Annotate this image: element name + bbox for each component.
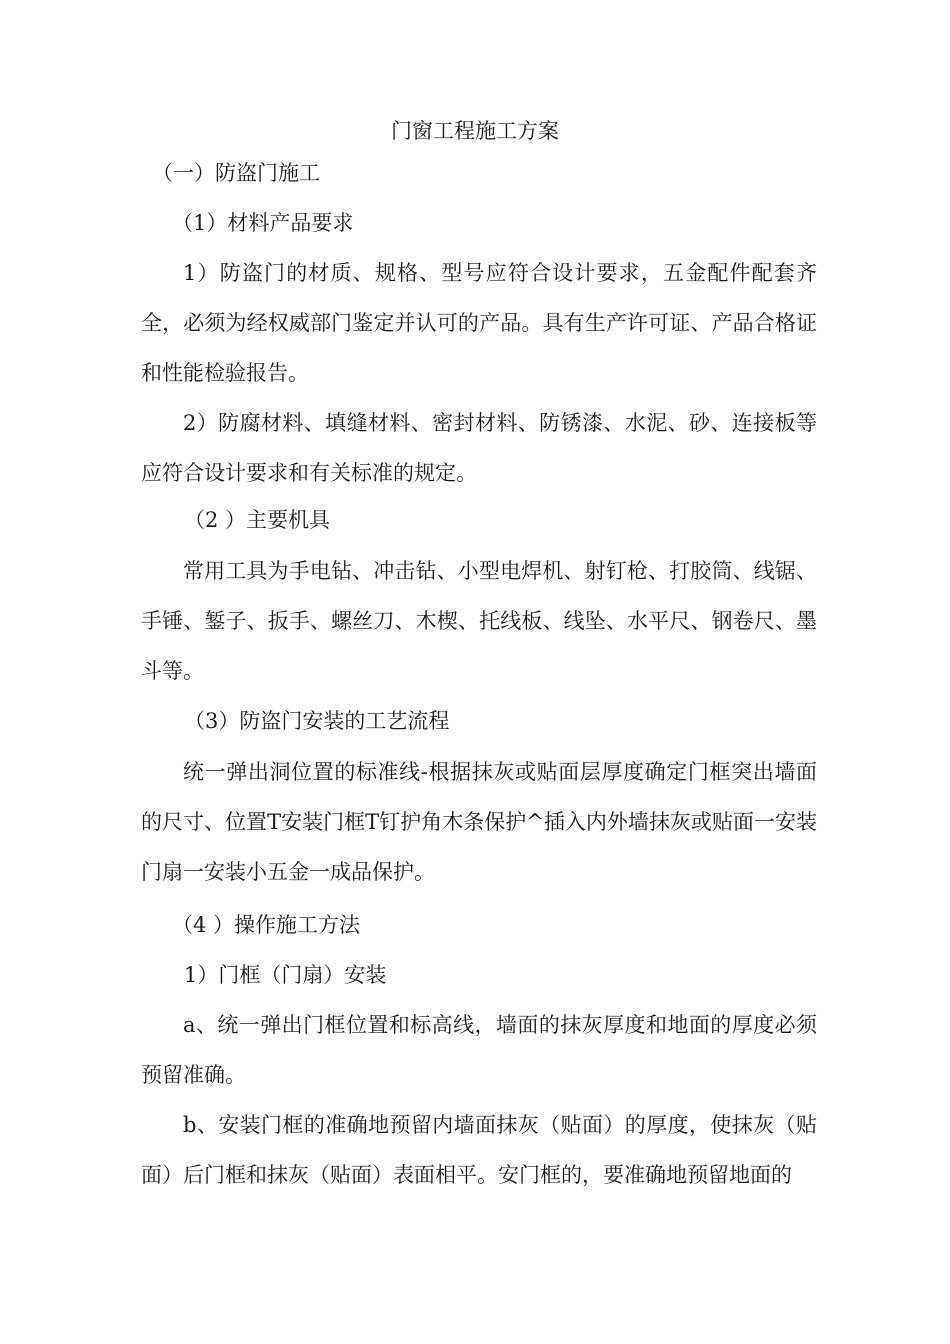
- paragraph-auxiliary-materials: 2）防腐材料、填缝材料、密封材料、防锈漆、水泥、砂、连接板等应符合设计要求和有关标准的规定。: [141, 411, 817, 485]
- section-heading-security-door: （一）防盗门施工: [152, 161, 320, 185]
- subheading-main-tools: （2 ）主要机具: [184, 508, 331, 532]
- subheading-frame-installation: 1）门框（门扇）安装: [184, 963, 387, 987]
- document-title: 门窗工程施工方案: [391, 119, 559, 143]
- paragraph-tools-list: 常用工具为手电钻、冲击钻、小型电焊机、射钉枪、打胶筒、线锯、手锤、錾子、扳手、螺丝刀、木楔、托线板、线坠、水平尺、钢卷尺、墨斗等。: [141, 559, 817, 683]
- paragraph-material-spec: 1）防盗门的材质、规格、型号应符合设计要求，五金配件配套齐全，必须为经权威部门鉴定并认可的产品。具有生产许可证、产品合格证和性能检验报告。: [141, 261, 817, 385]
- subheading-material-requirements: （1）材料产品要求: [172, 211, 354, 235]
- subheading-operation-method: （4 ）操作施工方法: [172, 913, 361, 937]
- paragraph-step-a: a、统一弹出门框位置和标高线，墙面的抹灰厚度和地面的厚度必须预留准确。: [141, 1013, 817, 1087]
- paragraph-process-flow: 统一弹出洞位置的标准线-根据抹灰或贴面层厚度确定门框突出墙面的尺寸、位置T安装门框T钉护角木条保护^插入内外墙抹灰或贴面一安装门扇一安装小五金一成品保护。: [141, 760, 817, 884]
- paragraph-step-b: b、安装门框的准确地预留内墙面抹灰（贴面）的厚度，使抹灰（贴面）后门框和抹灰（贴面）表面相平。安门框的，要准确地预留地面的: [141, 1113, 817, 1187]
- subheading-installation-process: （3）防盗门安装的工艺流程: [184, 709, 450, 733]
